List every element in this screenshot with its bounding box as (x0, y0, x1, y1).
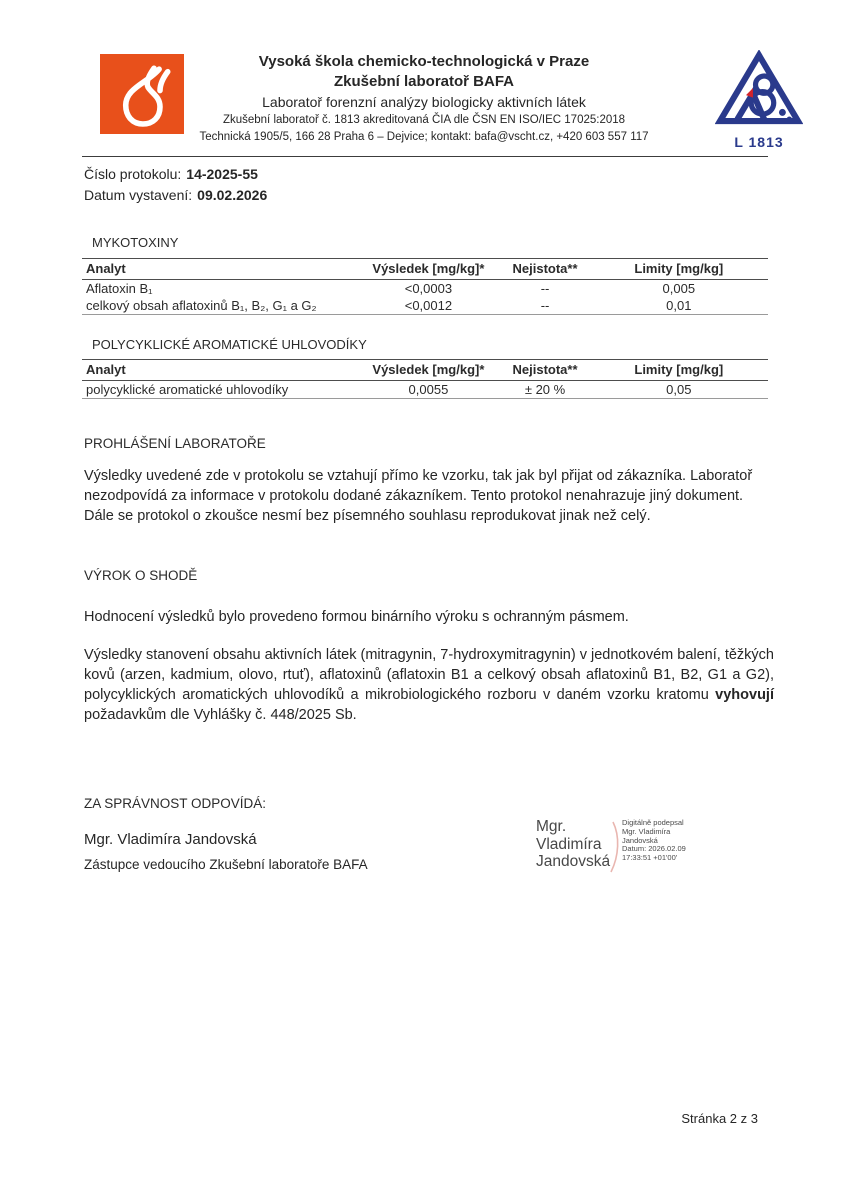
verdict-result-text (84, 645, 774, 725)
digital-detail-line: Jandovská (622, 835, 658, 845)
cell-analyte: Aflatoxin B₁ (86, 281, 153, 296)
declaration-title: PROHLÁŠENÍ LABORATOŘE (84, 436, 266, 451)
verdict-title: VÝROK O SHODĚ (84, 568, 198, 583)
table-header-row (82, 259, 768, 280)
digital-detail-line: Mgr. Vladimíra (622, 826, 671, 836)
signature-flourish-icon (608, 820, 620, 874)
digital-detail-line: Digitálně podepsal (622, 818, 684, 827)
col-result: Výsledek [mg/kg]* (356, 259, 500, 280)
issue-date-value: 09.02.2026 (197, 186, 268, 203)
laboratory-full-name: Laboratoř forenzní analýzy biologicky aktivních látek (262, 94, 586, 110)
red-wedge-icon (746, 88, 753, 98)
address-contact-line: Technická 1905/5, 166 28 Praha 6 – Dejvice; kontakt: bafa@vscht.cz, +420 603 557 117 (199, 130, 649, 143)
table-header-row (82, 360, 768, 381)
cell-uncertainty: ± 20 % (500, 381, 589, 399)
digital-name-line: Vladimíra (536, 835, 602, 853)
accreditation-line: Zkušební laboratoř č. 1813 akreditovaná ČIA dle ČSN EN ISO/IEC 17025:2018 (222, 114, 626, 126)
col-uncertainty: Nejistota** (500, 259, 589, 280)
section-title-mycotoxins: MYKOTOXINY (92, 235, 179, 250)
digital-signature-details (622, 819, 712, 863)
protocol-number-row (84, 164, 267, 185)
letterhead (186, 52, 662, 145)
digital-name-line: Jandovská (536, 853, 611, 870)
digital-signature (536, 818, 712, 874)
col-limits: Limity [mg/kg] (590, 360, 768, 381)
vscht-university-logo-icon (100, 54, 184, 134)
cell-result: 0,0055 (356, 381, 500, 399)
declaration-text: Výsledky uvedené zde v protokolu se vztahují přímo ke vzorku, tak jak byl přijat od zákazníka. Laboratoř nezodpovídá za informace v protokolu dodané zákazníkem. Tento protokol nenahrazuje jiný dokument. Dále se protokol o zkoušce nesmí bez písemného souhlasu reprodukovat jinak než celý. (84, 468, 753, 524)
cell-limit: 0,05 (590, 381, 768, 399)
cell-uncertainty: -- (500, 297, 589, 315)
digital-detail-line: Datum: 2026.02.09 (622, 844, 686, 854)
responsibility-title: ZA SPRÁVNOST ODPOVÍDÁ: (84, 796, 267, 811)
verdict-text-before: Výsledky stanovení obsahu aktivních látek (mitragynin, 7-hydroxymitragynin) v jednotkovém balení, těžkých kovů (arzen, kadmium, olovo, rtuť), aflatoxinů (aflatoxin B1 a celkový obsah aflatoxinů B1, B2, G1 a G2), polycyklických aromatických uhlovodíků a mikrobiologického rozboru v daném vzorku kratomu (84, 647, 774, 703)
protocol-number-value: 14-2025-55 (186, 166, 258, 182)
issue-date-row (84, 185, 267, 206)
page-number: Stránka 2 z 3 (681, 1111, 758, 1126)
digital-signature-name (536, 818, 611, 871)
cell-analyte: celkový obsah aflatoxinů B₁, B₂, G₁ a G₂ (82, 297, 356, 315)
signatory-name: Mgr. Vladimíra Jandovská (84, 831, 257, 848)
pah-table (82, 359, 768, 399)
cell-result: <0,0003 (404, 281, 453, 296)
flask-drop-icon (106, 59, 178, 129)
col-uncertainty: Nejistota** (500, 360, 589, 381)
col-analyte: Analyt (82, 259, 356, 280)
verdict-method-text: Hodnocení výsledků bylo provedeno formou binárního výroku s ochranným pásmem. (84, 609, 629, 625)
table-row (82, 381, 768, 399)
cia-accreditation-mark (712, 50, 806, 150)
cell-analyte: polycyklické aromatické uhlovodíky (82, 381, 356, 399)
cell-limit: 0,01 (590, 297, 768, 315)
mycotoxins-table (82, 258, 768, 315)
digital-detail-line: 17:33:51 +01'00' (622, 853, 678, 863)
accreditation-number-label: L 1813 (734, 134, 784, 150)
laboratory-name: Zkušební laboratoř BAFA (333, 73, 515, 90)
col-limits: Limity [mg/kg] (590, 259, 768, 280)
col-analyte: Analyt (82, 360, 356, 381)
verdict-text-after: požadavkům dle Vyhlášky č. 448/2025 Sb. (84, 707, 357, 723)
col-result: Výsledek [mg/kg]* (356, 360, 500, 381)
verdict-keyword: vyhovují (715, 687, 774, 703)
cell-result: <0,0012 (356, 297, 500, 315)
section-title-pah: POLYCYKLICKÉ AROMATICKÉ UHLOVODÍKY (92, 337, 367, 352)
table-row (82, 280, 768, 298)
cell-uncertainty: -- (540, 281, 550, 296)
table-row (82, 297, 768, 315)
cia-triangle-icon (715, 50, 803, 128)
cell-limit: 0,005 (662, 281, 696, 296)
digital-name-line: Mgr. (536, 818, 567, 835)
issue-date-label: Datum vystavení: (84, 186, 193, 203)
organization-name: Vysoká škola chemicko-technologická v Praze (258, 53, 590, 70)
protocol-meta (84, 164, 267, 205)
signatory-role: Zástupce vedoucího Zkušební laboratoře BAFA (84, 857, 368, 872)
header-divider (82, 156, 768, 157)
protocol-number-label: Číslo protokolu: (84, 166, 182, 182)
